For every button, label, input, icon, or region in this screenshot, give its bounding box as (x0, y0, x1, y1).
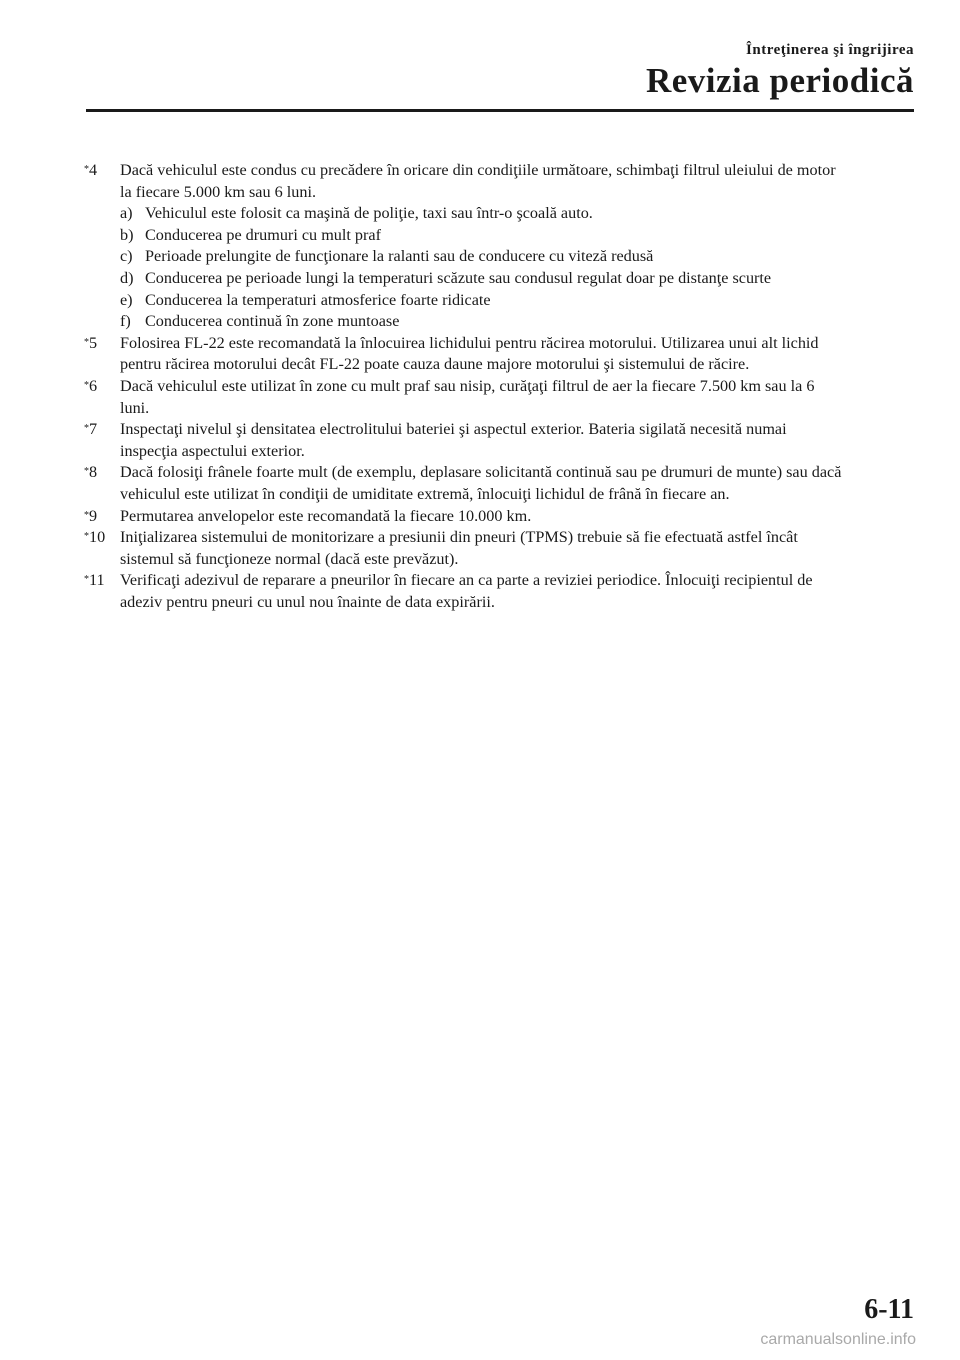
footnote-line: Dacă folosiţi frânele foarte mult (de exemplu, deplasare solicitantă continuă sau pe drumuri de munte) sau dacă (120, 463, 842, 482)
footnote-number-value: 5 (89, 333, 98, 352)
item-letter: f) (120, 312, 131, 331)
footnote-marker: * (84, 531, 89, 543)
footnote-line: Dacă vehiculul este utilizat în zone cu mult praf sau nisip, curăţaţi filtrul de aer la fiecare 7.500 km sau la 6 (120, 376, 815, 395)
footnote-number-value: 10 (89, 528, 106, 547)
footnote-line: Folosirea FL-22 este recomandată la înlocuirea lichidului pentru răcirea motorului. Utilizarea unui alt lichid (120, 333, 819, 352)
footnote-6 (84, 376, 914, 419)
footnote-marker: * (84, 379, 89, 391)
condition-item (120, 290, 914, 312)
footnote-number (84, 333, 120, 376)
footnote-marker: * (84, 509, 89, 521)
footnote-number (84, 506, 120, 528)
footnote-marker: * (84, 574, 89, 586)
footnote-line: la fiecare 5.000 km sau 6 luni. (120, 182, 316, 201)
footnote-10 (84, 527, 914, 570)
footnote-line: Verificaţi adezivul de reparare a pneurilor în fiecare an ca parte a reviziei periodice. Înlocuiţi recipientul de (120, 571, 813, 590)
item-letter: c) (120, 247, 133, 266)
footnote-number (84, 160, 120, 333)
condition-item (120, 225, 914, 247)
footnote-7 (84, 419, 914, 462)
footnote-number-value: 6 (89, 376, 98, 395)
page-title: Revizia periodică (645, 61, 914, 100)
footnote-number (84, 462, 120, 505)
item-text: Conducerea pe perioade lungi la temperaturi scăzute sau condusul regulat doar pe distanţe scurte (145, 268, 772, 287)
item-letter: e) (120, 290, 133, 309)
footnote-number-value: 7 (89, 420, 98, 439)
footnote-5 (84, 333, 914, 376)
section-label: Întreţinerea şi îngrijirea (746, 42, 914, 58)
footnote-line: inspecţia aspectului exterior. (120, 441, 305, 460)
footnote-line: Dacă vehiculul este condus cu precădere în oricare din condiţiile următoare, schimbaţi filtrul uleiului de motor (120, 161, 836, 179)
footnote-line: sistemul să funcţioneze normal (dacă este prevăzut). (120, 549, 459, 568)
footnote-marker: * (84, 423, 89, 435)
footnote-number-value: 4 (89, 161, 98, 179)
footnote-number (84, 376, 120, 419)
footnote-marker: * (84, 466, 89, 478)
condition-item (120, 268, 914, 290)
footnote-number-value: 9 (89, 506, 98, 525)
footnote-line: Iniţializarea sistemului de monitorizare a presiunii din pneuri (TPMS) trebuie să fie efectuată astfel încât (120, 528, 798, 547)
footnote-line: adeziv pentru pneuri cu unul nou înainte de data expirării. (120, 592, 495, 611)
footnote-marker: * (84, 164, 89, 175)
footnote-11 (84, 570, 914, 613)
footnotes (84, 160, 914, 613)
condition-item (120, 203, 914, 225)
item-text: Conducerea continuă în zone muntoase (145, 312, 400, 331)
footnote-number-value: 11 (89, 571, 105, 590)
watermark: carmanualsonline.info (760, 1331, 916, 1348)
item-text: Perioade prelungite de funcţionare la ralanti sau de conducere cu viteză redusă (145, 247, 654, 266)
footnote-number (84, 570, 120, 613)
footnote-line: vehiculul este utilizat în condiţii de umiditate extremă, înlocuiţi lichidul de frână în fiecare an. (120, 484, 730, 503)
item-letter: a) (120, 204, 133, 223)
footnote-9 (84, 506, 914, 528)
item-text: Vehiculul este folosit ca maşină de poliţie, taxi sau într-o şcoală auto. (145, 204, 593, 223)
footnote-marker: * (84, 336, 89, 348)
page-number: 6-11 (864, 1294, 914, 1325)
footnote-8 (84, 462, 914, 505)
item-letter: b) (120, 225, 134, 244)
condition-item (120, 246, 914, 268)
footnote-line: pentru răcirea motorului decât FL-22 poate cauza daune majore motorului şi sistemului de răcire. (120, 355, 750, 374)
footnote-number-value: 8 (89, 463, 98, 482)
condition-item (120, 311, 914, 333)
footnote-number (84, 419, 120, 462)
footnote-line: luni. (120, 398, 150, 417)
item-text: Conducerea pe drumuri cu mult praf (145, 225, 381, 244)
header-rule (86, 109, 914, 112)
footnote-4 (84, 160, 914, 333)
footnote-number (84, 527, 120, 570)
footnote-line: Permutarea anvelopelor este recomandată la fiecare 10.000 km. (120, 506, 532, 525)
item-text: Conducerea la temperaturi atmosferice foarte ridicate (145, 290, 491, 309)
footnote-line: Inspectaţi nivelul şi densitatea electrolitului bateriei şi aspectul exterior. Bateria sigilată necesită numai (120, 420, 787, 439)
item-letter: d) (120, 268, 134, 287)
